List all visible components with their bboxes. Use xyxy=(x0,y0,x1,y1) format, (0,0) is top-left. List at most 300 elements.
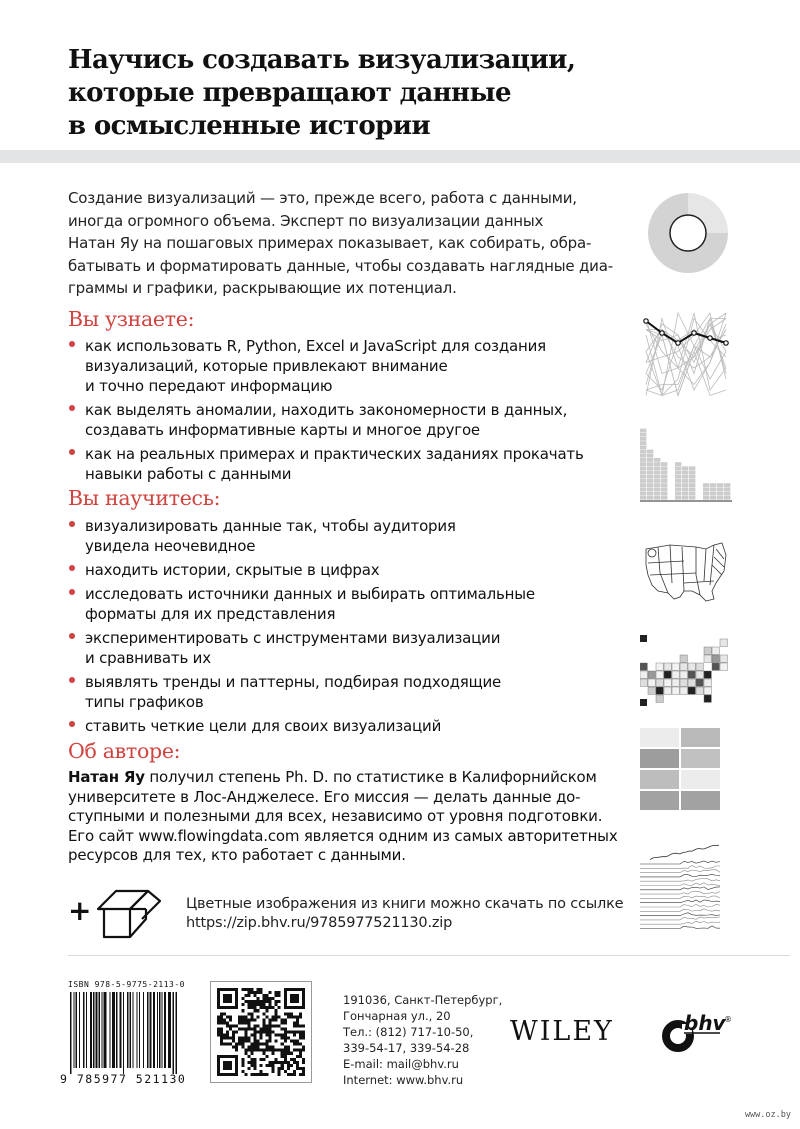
qr-module xyxy=(232,1030,235,1033)
qr-module xyxy=(250,1061,253,1064)
barcode-bar xyxy=(86,992,87,1068)
qr-module xyxy=(241,1021,244,1024)
unit-block xyxy=(654,466,660,470)
unit-block xyxy=(675,475,681,479)
qr-module xyxy=(250,1064,253,1067)
barcode-bar xyxy=(79,992,80,1068)
qr-module xyxy=(299,1067,302,1070)
plus-icon: + xyxy=(68,894,92,927)
list-item xyxy=(68,584,628,624)
stack-line xyxy=(640,909,720,912)
unit-block xyxy=(682,479,688,483)
barcode-bar xyxy=(123,992,124,1074)
donut-chart-icon xyxy=(640,185,740,281)
qr-module xyxy=(287,1073,290,1076)
tile xyxy=(680,655,687,662)
tile xyxy=(680,687,687,694)
address-line: Internet: www.bhv.ru xyxy=(343,1073,464,1087)
list-item-line: и сравнивать их xyxy=(85,649,211,667)
barcode-bar xyxy=(153,992,155,1068)
author-line: университете в Лос-Анджелесе. Его миссия — делать данные до- xyxy=(68,787,581,806)
qr-module xyxy=(272,1030,275,1033)
unit-block xyxy=(682,487,688,491)
tile xyxy=(688,687,695,694)
qr-module xyxy=(253,1024,256,1027)
qr-module xyxy=(253,1061,256,1064)
barcode-bar xyxy=(133,992,134,1068)
qr-module xyxy=(220,1040,223,1043)
list-item-line: и точно передают информацию xyxy=(85,377,333,395)
tile xyxy=(656,687,663,694)
qr-module xyxy=(253,1030,256,1033)
qr-module xyxy=(281,1037,284,1040)
unit-block xyxy=(654,496,660,500)
qr-module xyxy=(241,1009,244,1012)
tile xyxy=(648,687,655,694)
qr-module xyxy=(287,1049,290,1052)
qr-module xyxy=(272,997,275,1000)
unit-block xyxy=(675,479,681,483)
qr-module xyxy=(247,1012,250,1015)
barcode-bar xyxy=(104,992,107,1068)
book-title xyxy=(68,44,628,143)
address-line: 339-54-17, 339-54-28 xyxy=(343,1041,470,1055)
qr-module xyxy=(226,1021,229,1024)
list-item-line: типы графиков xyxy=(85,693,204,711)
qr-module xyxy=(302,1058,305,1061)
unit-block xyxy=(689,471,695,475)
tile xyxy=(696,663,703,670)
qr-module xyxy=(266,1064,269,1067)
skills-list xyxy=(68,516,628,740)
qr-module xyxy=(259,1006,262,1009)
qr-module xyxy=(256,1046,259,1049)
qr-module xyxy=(238,1021,241,1024)
qr-module xyxy=(229,1015,232,1018)
qr-module xyxy=(293,1043,296,1046)
unit-block xyxy=(654,462,660,466)
unit-block xyxy=(640,479,646,483)
unit-block xyxy=(661,471,667,475)
highlight-point xyxy=(676,341,680,345)
qr-module xyxy=(259,1003,262,1006)
barcode-bar xyxy=(102,992,103,1068)
list-item-line: выявлять тренды и паттерны, подбирая подходящие xyxy=(85,673,502,691)
list-item-line: находить истории, скрытые в цифрах xyxy=(85,561,380,579)
barcode-bar xyxy=(70,992,72,1074)
barcode-bar xyxy=(164,992,166,1068)
qr-module xyxy=(226,1037,229,1040)
qr-module xyxy=(299,1073,302,1076)
tile xyxy=(656,679,663,686)
qr-module xyxy=(287,1037,290,1040)
qr-module xyxy=(299,1043,302,1046)
tile xyxy=(704,655,711,662)
qr-module xyxy=(217,1015,220,1018)
unit-block xyxy=(647,483,653,487)
unit-block xyxy=(661,492,667,496)
qr-module xyxy=(293,1024,296,1027)
unit-bar-chart-icon xyxy=(640,428,740,508)
qr-module xyxy=(266,997,269,1000)
qr-module xyxy=(253,1058,256,1061)
unit-block xyxy=(689,496,695,500)
tile xyxy=(712,647,719,654)
highlight-point xyxy=(724,341,728,345)
unit-block xyxy=(703,483,709,487)
tile xyxy=(672,687,679,694)
qr-module xyxy=(247,1018,250,1021)
qr-module xyxy=(296,1043,299,1046)
download-link[interactable]: https://zip.bhv.ru/9785977521130.zip xyxy=(186,914,453,931)
title-line: которые превращают данные xyxy=(68,78,511,108)
unit-block xyxy=(710,496,716,500)
qr-module xyxy=(290,1015,293,1018)
qr-module xyxy=(229,1024,232,1027)
qr-module xyxy=(247,1000,250,1003)
qr-module xyxy=(247,1021,250,1024)
qr-module xyxy=(217,1030,220,1033)
unit-block xyxy=(640,437,646,441)
stack-line xyxy=(640,861,720,864)
tile xyxy=(712,663,719,670)
qr-module xyxy=(278,991,281,994)
qr-module xyxy=(272,1018,275,1021)
qr-module xyxy=(266,1006,269,1009)
list-item xyxy=(68,716,628,736)
barcode-bar xyxy=(130,992,132,1068)
qr-module xyxy=(247,1055,250,1058)
registered-mark: ® xyxy=(724,1015,732,1024)
qr-module xyxy=(238,1015,241,1018)
qr-module xyxy=(244,1015,247,1018)
qr-module xyxy=(250,1073,253,1076)
qr-module xyxy=(263,1018,266,1021)
qr-module xyxy=(275,991,278,994)
tile xyxy=(712,655,719,662)
title-line: в осмысленные истории xyxy=(68,111,431,141)
qr-module xyxy=(247,1067,250,1070)
tile xyxy=(688,671,695,678)
qr-module xyxy=(223,1018,226,1021)
download-text xyxy=(186,895,623,932)
qr-module xyxy=(272,1024,275,1027)
unit-block xyxy=(710,487,716,491)
qr-module xyxy=(275,1015,278,1018)
qr-module xyxy=(269,1034,272,1037)
qr-module xyxy=(266,1034,269,1037)
tile xyxy=(688,663,695,670)
tile xyxy=(704,687,711,694)
intro-line: иногда огромного объема. Эксперт по визуализации данных xyxy=(68,211,544,230)
qr-module xyxy=(247,1006,250,1009)
qr-module xyxy=(302,1061,305,1064)
intro-paragraph xyxy=(68,187,628,300)
qr-module xyxy=(284,1027,287,1030)
qr-module xyxy=(284,1018,287,1021)
unit-block xyxy=(640,492,646,496)
qr-module xyxy=(238,1027,241,1030)
qr-module xyxy=(241,1015,244,1018)
qr-module xyxy=(272,1006,275,1009)
unit-block xyxy=(654,458,660,462)
author-line-text: получил степень Ph. D. по статистике в Калифорнийском xyxy=(144,768,597,786)
unit-block xyxy=(640,450,646,454)
qr-module xyxy=(263,1003,266,1006)
qr-module xyxy=(266,1027,269,1030)
unit-block xyxy=(640,496,646,500)
unit-block xyxy=(682,475,688,479)
unit-block xyxy=(675,496,681,500)
qr-module xyxy=(275,1018,278,1021)
qr-module xyxy=(263,1021,266,1024)
unit-block xyxy=(703,492,709,496)
qr-module xyxy=(284,1052,287,1055)
gray-tile-matrix-icon xyxy=(640,728,740,818)
qr-module xyxy=(275,1049,278,1052)
qr-module xyxy=(302,1037,305,1040)
qr-module xyxy=(253,1040,256,1043)
unit-block xyxy=(647,496,653,500)
qr-code[interactable] xyxy=(210,981,312,1083)
qr-module xyxy=(296,1067,299,1070)
qr-module xyxy=(302,1046,305,1049)
qr-module xyxy=(238,1040,241,1043)
barcode-digits: 9 785977 521130 xyxy=(60,1072,187,1086)
qr-module xyxy=(247,994,250,997)
footer-divider xyxy=(68,955,790,956)
qr-module xyxy=(266,1049,269,1052)
qr-module xyxy=(269,1037,272,1040)
unit-block xyxy=(640,433,646,437)
qr-module xyxy=(263,1000,266,1003)
unit-block xyxy=(647,492,653,496)
tile xyxy=(688,679,695,686)
qr-module xyxy=(259,1049,262,1052)
isbn-label: ISBN 978-5-9775-2113-0 xyxy=(68,980,185,989)
tile xyxy=(696,687,703,694)
address-line: Гончарная ул., 20 xyxy=(343,1009,451,1023)
qr-module xyxy=(278,1067,281,1070)
qr-module xyxy=(256,988,259,991)
tile xyxy=(720,663,727,670)
unit-block xyxy=(640,483,646,487)
qr-module xyxy=(269,1006,272,1009)
qr-finder-core xyxy=(223,994,232,1003)
qr-module xyxy=(278,1061,281,1064)
barcode-bar xyxy=(157,992,158,1068)
barcode-bar xyxy=(93,992,95,1068)
qr-module xyxy=(287,1012,290,1015)
qr-module xyxy=(244,994,247,997)
qr-module xyxy=(232,1046,235,1049)
qr-module xyxy=(263,1073,266,1076)
qr-module xyxy=(223,1021,226,1024)
qr-module xyxy=(229,1037,232,1040)
qr-module xyxy=(299,1055,302,1058)
list-item-line: как на реальных примерах и практических заданиях прокачать xyxy=(85,445,584,463)
qr-module xyxy=(241,1043,244,1046)
qr-module xyxy=(232,1024,235,1027)
tile xyxy=(640,663,647,670)
list-item-line: исследовать источники данных и выбирать оптимальные xyxy=(85,585,535,603)
qr-module xyxy=(232,1034,235,1037)
unit-block xyxy=(661,487,667,491)
qr-module xyxy=(220,1043,223,1046)
tile xyxy=(696,671,703,678)
qr-module xyxy=(253,1006,256,1009)
unit-block xyxy=(640,462,646,466)
tile xyxy=(680,671,687,678)
author-heading: Об авторе: xyxy=(68,739,181,763)
author-name: Натан Яу xyxy=(68,768,145,786)
highlight-point xyxy=(708,336,712,340)
tile xyxy=(664,679,671,686)
qr-module xyxy=(290,1073,293,1076)
unit-block xyxy=(661,479,667,483)
top-line xyxy=(650,845,719,859)
qr-module xyxy=(281,1043,284,1046)
qr-module xyxy=(247,1049,250,1052)
qr-module xyxy=(232,1037,235,1040)
unit-block xyxy=(647,475,653,479)
qr-module xyxy=(284,1049,287,1052)
list-item xyxy=(68,444,628,484)
qr-module xyxy=(287,1015,290,1018)
qr-module xyxy=(278,994,281,997)
qr-module xyxy=(272,1046,275,1049)
qr-module xyxy=(220,1034,223,1037)
unit-block xyxy=(654,479,660,483)
barcode-bar xyxy=(83,992,85,1068)
qr-module xyxy=(253,1043,256,1046)
qr-module xyxy=(247,1024,250,1027)
qr-module xyxy=(263,1006,266,1009)
qr-module xyxy=(302,1067,305,1070)
qr-module xyxy=(266,1055,269,1058)
qr-module xyxy=(299,1049,302,1052)
qr-module xyxy=(275,1000,278,1003)
bump-line xyxy=(646,313,726,390)
qr-module xyxy=(226,1024,229,1027)
qr-module xyxy=(287,1030,290,1033)
bullet-icon xyxy=(69,633,75,639)
qr-module xyxy=(256,1049,259,1052)
qr-module xyxy=(281,1027,284,1030)
qr-module xyxy=(293,1049,296,1052)
qr-module xyxy=(275,1034,278,1037)
open-box-icon xyxy=(90,885,170,941)
unit-block xyxy=(675,487,681,491)
qr-module xyxy=(278,1070,281,1073)
list-item-line: создавать информативные карты и многое другое xyxy=(85,421,480,439)
list-item-line: экспериментировать с инструментами визуализации xyxy=(85,629,501,647)
qr-module xyxy=(269,1003,272,1006)
qr-module xyxy=(299,1034,302,1037)
qr-module xyxy=(244,1052,247,1055)
qr-module xyxy=(244,1073,247,1076)
qr-module xyxy=(272,1061,275,1064)
barcode-bar xyxy=(116,992,118,1068)
qr-module xyxy=(250,1049,253,1052)
unit-block xyxy=(724,496,730,500)
learn-heading: Вы узнаете: xyxy=(68,307,195,331)
qr-module xyxy=(284,1046,287,1049)
qr-module xyxy=(302,1034,305,1037)
qr-module xyxy=(259,1064,262,1067)
qr-module xyxy=(241,988,244,991)
qr-module xyxy=(220,1037,223,1040)
list-item xyxy=(68,560,628,580)
qr-module xyxy=(238,1037,241,1040)
qr-module xyxy=(256,997,259,1000)
qr-module xyxy=(296,1024,299,1027)
bullet-icon xyxy=(69,589,75,595)
qr-module xyxy=(263,1012,266,1015)
barcode-bar xyxy=(96,992,98,1068)
unit-block xyxy=(689,466,695,470)
list-item xyxy=(68,672,628,712)
unit-block xyxy=(682,466,688,470)
qr-module xyxy=(299,1037,302,1040)
list-item-line: как выделять аномалии, находить закономерности в данных, xyxy=(85,401,568,419)
unit-block xyxy=(661,496,667,500)
stack-line xyxy=(640,866,720,869)
qr-module xyxy=(259,988,262,991)
qr-module xyxy=(253,1027,256,1030)
unit-block xyxy=(647,462,653,466)
qr-module xyxy=(244,1040,247,1043)
stack-line xyxy=(640,913,720,916)
highlight-point xyxy=(660,331,664,335)
unit-block xyxy=(675,483,681,487)
qr-module xyxy=(284,1034,287,1037)
qr-module xyxy=(269,1021,272,1024)
qr-module xyxy=(259,1037,262,1040)
qr-module xyxy=(235,1030,238,1033)
stack-line xyxy=(640,917,720,920)
qr-module xyxy=(250,1052,253,1055)
title-line: Научись создавать визуализации, xyxy=(68,45,576,75)
qr-module xyxy=(269,1040,272,1043)
list-item-line: форматы для их представления xyxy=(85,605,336,623)
tile xyxy=(672,679,679,686)
qr-module xyxy=(253,1073,256,1076)
tile xyxy=(648,671,655,678)
qr-module xyxy=(217,1034,220,1037)
qr-module xyxy=(293,1030,296,1033)
unit-block xyxy=(675,462,681,466)
barcode-bar xyxy=(139,992,140,1068)
qr-module xyxy=(290,1012,293,1015)
qr-module xyxy=(247,988,250,991)
qr-module xyxy=(241,997,244,1000)
qr-module xyxy=(250,1046,253,1049)
qr-module xyxy=(299,1052,302,1055)
intro-line: граммы и графики, раскрывающие их потенциал. xyxy=(68,279,457,297)
barcode-bar xyxy=(159,992,161,1068)
tile xyxy=(656,695,663,702)
qr-module xyxy=(256,1040,259,1043)
qr-module xyxy=(275,1003,278,1006)
qr-module xyxy=(256,1024,259,1027)
qr-module xyxy=(269,1049,272,1052)
qr-module xyxy=(296,1018,299,1021)
unit-block xyxy=(647,479,653,483)
qr-module xyxy=(253,994,256,997)
qr-module xyxy=(266,994,269,997)
qr-module xyxy=(253,991,256,994)
